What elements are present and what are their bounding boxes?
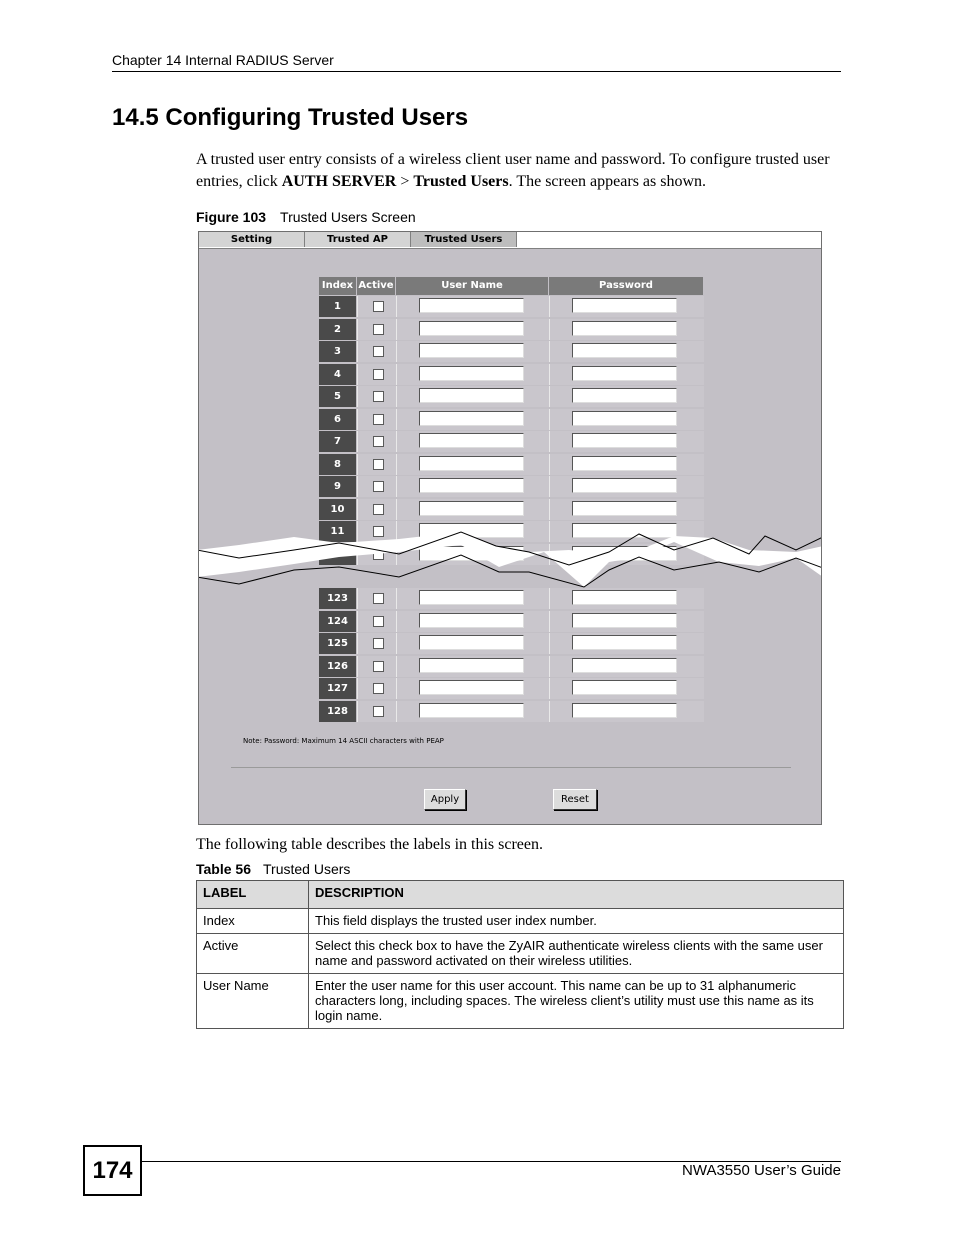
tear-gap bbox=[199, 532, 821, 587]
row-index: 11 bbox=[319, 521, 356, 542]
header-label: LABEL bbox=[197, 881, 309, 909]
intro-bold-2: Trusted Users bbox=[413, 173, 509, 190]
row-index: 10 bbox=[319, 499, 356, 520]
tab-trusted-ap[interactable]: Trusted AP bbox=[305, 232, 411, 247]
intro-text-1: A trusted user entry consists of a wireless client user name and password. To configure trusted user entries, click bbox=[196, 151, 830, 190]
guide-title: NWA3550 User’s Guide bbox=[682, 1162, 841, 1179]
reset-button[interactable]: Reset bbox=[553, 789, 597, 810]
table-row bbox=[197, 909, 844, 934]
table-row bbox=[197, 934, 844, 974]
intro-paragraph bbox=[196, 149, 846, 193]
intro-text-3: . The screen appears as shown. bbox=[508, 173, 707, 190]
separator-line bbox=[231, 767, 791, 768]
figure-title: Trusted Users Screen bbox=[280, 209, 416, 225]
header-description: DESCRIPTION bbox=[309, 881, 844, 909]
col-header-index: Index bbox=[319, 277, 356, 295]
row-index: 127 bbox=[319, 678, 356, 699]
row-index: 123 bbox=[319, 588, 356, 609]
intro-text-2: > bbox=[396, 173, 414, 190]
table-label: Table 56 bbox=[196, 861, 251, 877]
col-header-active: Active bbox=[357, 277, 395, 295]
table-row bbox=[197, 974, 844, 1029]
row-description: This field displays the trusted user index number. bbox=[309, 909, 844, 934]
row-description: Select this check box to have the ZyAIR authenticate wireless clients with the same user name and password activated on their wireless utilities. bbox=[309, 934, 844, 974]
header-rule bbox=[112, 71, 841, 72]
row-index: 128 bbox=[319, 701, 356, 722]
row-label: Index bbox=[197, 909, 309, 934]
row-index: 1 bbox=[319, 296, 356, 317]
apply-button[interactable]: Apply bbox=[424, 789, 466, 810]
row-index: 2 bbox=[319, 319, 356, 340]
row-index: 4 bbox=[319, 364, 356, 385]
trusted-users-screen bbox=[198, 231, 822, 825]
trusted-users-table bbox=[196, 880, 844, 1029]
tab-trusted-users[interactable]: Trusted Users bbox=[411, 232, 517, 247]
row-index: 125 bbox=[319, 633, 356, 654]
section-title: 14.5 Configuring Trusted Users bbox=[112, 104, 469, 131]
figure-caption bbox=[196, 209, 416, 225]
row-index: 7 bbox=[319, 431, 356, 452]
row-description: Enter the user name for this user account. This name can be up to 31 alphanumeric characters long, including spaces. The wireless client’s utility must use this name as its login name. bbox=[309, 974, 844, 1029]
row-index: 3 bbox=[319, 341, 356, 362]
intro-bold-1: AUTH SERVER bbox=[281, 173, 397, 190]
running-head: Chapter 14 Internal RADIUS Server bbox=[112, 52, 334, 68]
row-index: 124 bbox=[319, 611, 356, 632]
row-index: 8 bbox=[319, 454, 356, 475]
page-number: 174 bbox=[83, 1145, 142, 1196]
row-index: 126 bbox=[319, 656, 356, 677]
figure-label: Figure 103 bbox=[196, 209, 267, 225]
table-header-row bbox=[197, 881, 844, 909]
col-header-password: Password bbox=[549, 277, 703, 295]
password-note: Note: Password: Maximum 14 ASCII characters with PEAP bbox=[243, 737, 444, 745]
tab-setting[interactable]: Setting bbox=[199, 232, 305, 247]
following-text: The following table describes the labels in this screen. bbox=[196, 836, 544, 853]
row-label: User Name bbox=[197, 974, 309, 1029]
row-index: 5 bbox=[319, 386, 356, 407]
row-index: 6 bbox=[319, 409, 356, 430]
row-label: Active bbox=[197, 934, 309, 974]
page-tear-break bbox=[199, 232, 821, 824]
col-header-user-name: User Name bbox=[396, 277, 548, 295]
table-title: Trusted Users bbox=[263, 861, 351, 877]
row-index: 9 bbox=[319, 476, 356, 497]
table-caption bbox=[196, 861, 350, 877]
